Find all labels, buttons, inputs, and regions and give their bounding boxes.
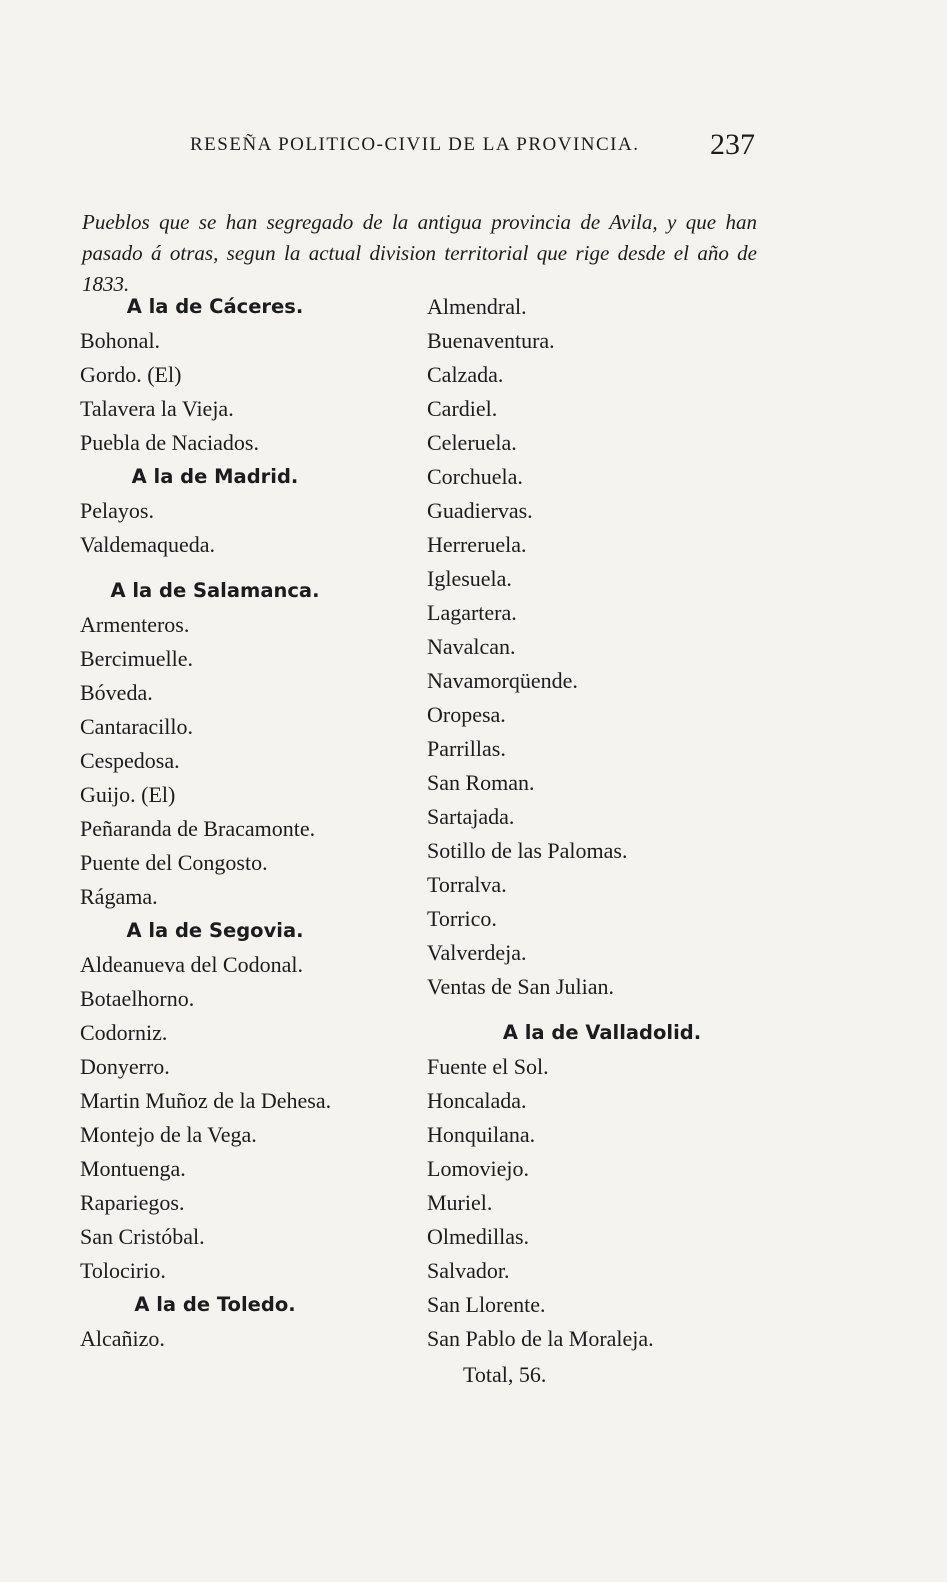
list-item: Guadiervas.: [427, 498, 533, 523]
list-item: Valdemaqueda.: [80, 532, 215, 557]
section-heading-salamanca: A la de Salamanca.: [110, 579, 320, 602]
list-item: Navalcan.: [427, 634, 516, 659]
list-item: Bóveda.: [80, 680, 153, 705]
list-item: Montejo de la Vega.: [80, 1122, 257, 1147]
right-column: [427, 290, 767, 1392]
list-item: Honquilana.: [427, 1122, 536, 1147]
list-item: Talavera la Vieja.: [80, 396, 234, 421]
list-item: Aldeanueva del Codonal.: [80, 952, 303, 977]
list-item: San Pablo de la Moraleja.: [427, 1326, 654, 1351]
list-item: Cardiel.: [427, 396, 498, 421]
list-item: Puente del Congosto.: [80, 850, 268, 875]
list-item: Calzada.: [427, 362, 504, 387]
list-item: Almendral.: [427, 294, 527, 319]
list-item: Celeruela.: [427, 430, 517, 455]
spacer: [427, 1004, 767, 1016]
list-item: Tolocirio.: [80, 1258, 166, 1283]
list-item: Oropesa.: [427, 702, 506, 727]
list-item: Cespedosa.: [80, 748, 180, 773]
list-item: Sotillo de las Palomas.: [427, 838, 628, 863]
section-heading-toledo: A la de Toledo.: [134, 1293, 296, 1316]
section-heading-madrid: A la de Madrid.: [131, 465, 299, 488]
section-heading-caceres: A la de Cáceres.: [126, 295, 304, 318]
spacer: [80, 562, 420, 574]
section-heading-segovia: A la de Segovia.: [126, 919, 304, 942]
left-column: [80, 290, 420, 1356]
list-item: San Llorente.: [427, 1292, 546, 1317]
list-item: Botaelhorno.: [80, 986, 195, 1011]
list-item: San Roman.: [427, 770, 535, 795]
list-item: Puebla de Naciados.: [80, 430, 259, 455]
list-item: Martin Muñoz de la Dehesa.: [80, 1088, 332, 1113]
list-item: Muriel.: [427, 1190, 493, 1215]
list-item: Alcañizo.: [80, 1326, 165, 1351]
list-item: Herreruela.: [427, 532, 527, 557]
list-item: Fuente el Sol.: [427, 1054, 549, 1079]
list-item: Gordo. (El): [80, 362, 182, 387]
list-item: Salvador.: [427, 1258, 510, 1283]
list-item: Pelayos.: [80, 498, 154, 523]
list-item: Buenaventura.: [427, 328, 555, 353]
running-head: [190, 128, 755, 164]
list-item: Lagartera.: [427, 600, 517, 625]
list-item: Montuenga.: [80, 1156, 186, 1181]
list-item: Honcalada.: [427, 1088, 527, 1113]
list-item: Guijo. (El): [80, 782, 176, 807]
list-item: Corchuela.: [427, 464, 523, 489]
list-item: Rágama.: [80, 884, 158, 909]
list-item: Rapariegos.: [80, 1190, 185, 1215]
list-item: Torralva.: [427, 872, 507, 897]
list-item: Peñaranda de Bracamonte.: [80, 816, 316, 841]
list-item: Iglesuela.: [427, 566, 512, 591]
section-heading-valladolid: A la de Valladolid.: [502, 1021, 702, 1044]
list-item: Armenteros.: [80, 612, 190, 637]
list-item: Codorniz.: [80, 1020, 168, 1045]
list-item: Parrillas.: [427, 736, 506, 761]
list-item: Cantaracillo.: [80, 714, 194, 739]
list-item: Valverdeja.: [427, 940, 527, 965]
total-count: Total, 56.: [463, 1362, 547, 1387]
list-item: Torrico.: [427, 906, 497, 931]
list-item: Bohonal.: [80, 328, 161, 353]
list-item: Lomoviejo.: [427, 1156, 530, 1181]
list-item: San Cristóbal.: [80, 1224, 205, 1249]
page-number: 237: [710, 128, 755, 161]
list-item: Navamorqüende.: [427, 668, 578, 693]
list-item: Olmedillas.: [427, 1224, 530, 1249]
list-item: Ventas de San Julian.: [427, 974, 614, 999]
list-item: Bercimuelle.: [80, 646, 194, 671]
list-item: Sartajada.: [427, 804, 515, 829]
intro-paragraph: Pueblos que se han segregado de la antigua provincia de Avila, y que han pasado á otras, segun la actual division territorial que rige desde el año de 1833.: [82, 210, 757, 296]
list-item: Donyerro.: [80, 1054, 170, 1079]
running-title: RESEÑA POLITICO-CIVIL DE LA PROVINCIA.: [190, 134, 640, 155]
